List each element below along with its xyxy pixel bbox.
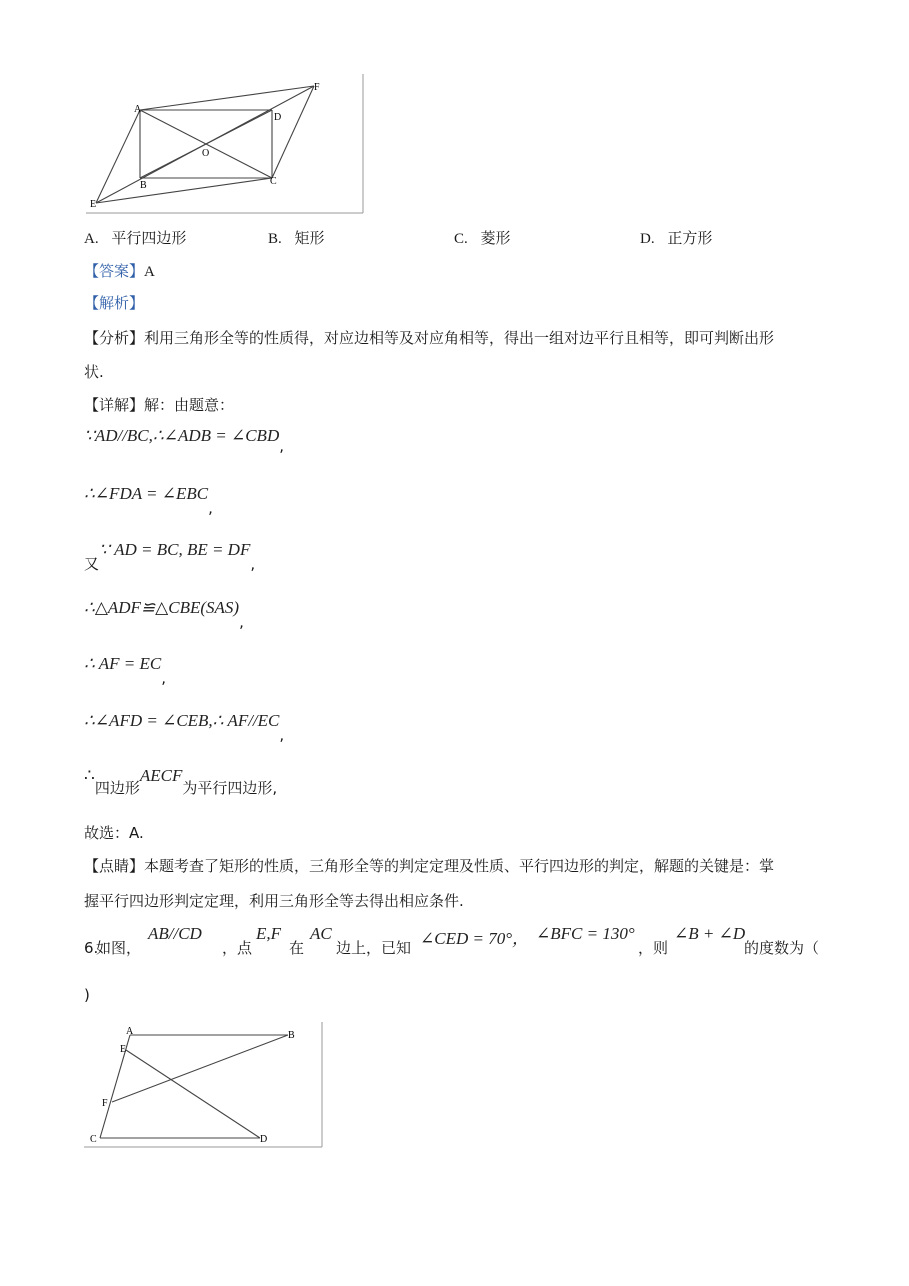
q6-math-angle-bfc: ∠BFC = 130° (536, 924, 635, 943)
step-1 (84, 426, 284, 455)
option-d (640, 228, 712, 249)
detail-intro: 【详解】解：由题意： (84, 396, 235, 414)
q6-text-2: ，点 (222, 939, 253, 957)
figure-2-parallel-lines-diagram (82, 1020, 326, 1152)
comment-line-1 (84, 856, 774, 876)
q6-text-4: 边上，已知 (336, 939, 412, 957)
point-label-o: O (202, 148, 210, 159)
step-suffix: , (250, 555, 256, 573)
step-5 (84, 654, 167, 687)
conclusion-text-1: 四边形 (94, 779, 140, 797)
answer-value: A (144, 264, 155, 280)
figure-1-parallelogram-diagram (84, 70, 366, 216)
option-a (84, 228, 186, 249)
step-suffix: , (239, 613, 244, 631)
q6-text-3: 在 (289, 939, 305, 957)
option-letter: D. (640, 231, 655, 247)
step-6 (84, 711, 285, 744)
point-label-b: B (288, 1030, 295, 1041)
option-b (268, 228, 325, 249)
q6-text-6: 的度数为（ (744, 939, 820, 957)
point-label-a: A (134, 104, 142, 115)
answer-tag: 【答案】 (84, 262, 145, 280)
point-label-e: E (90, 199, 97, 210)
q6-number: 6. (84, 939, 99, 957)
step-math: ∴△ADF≌△CBE(SAS) (84, 598, 240, 617)
q6-math-angle-ced: ∠CED = 70°， (420, 929, 530, 948)
step-math: ∴∠FDA = ∠EBC (84, 484, 209, 503)
conclusion-math: AECF (139, 766, 183, 785)
analysis-line-2: 状. (84, 363, 104, 381)
step-2 (84, 484, 213, 517)
option-c (454, 228, 511, 249)
option-text: 正方形 (667, 229, 713, 247)
step-math: ∴ AF = EC (84, 654, 162, 673)
option-text: 矩形 (294, 229, 325, 247)
step-4 (84, 598, 244, 631)
step-math: ∴∠AFD = ∠CEB,∴ AF//EC (84, 711, 280, 730)
q6-text-5: ，则 (638, 939, 669, 957)
option-text: 平行四边形 (111, 229, 187, 247)
point-label-b: B (140, 180, 147, 191)
analysis-line-1: 【分析】利用三角形全等的性质得，对应边相等及对应角相等，得出一组对边平行且相等，即可判断出形 (84, 329, 775, 347)
q6-math-angle-sum: ∠B + ∠D (674, 924, 746, 943)
point-label-c: C (90, 1134, 97, 1145)
analysis-tag: 【解析】 (84, 294, 145, 312)
option-letter: B. (268, 231, 282, 247)
q6-close-paren: ) (84, 986, 90, 1004)
point-label-a: A (126, 1026, 134, 1037)
option-letter: C. (454, 231, 468, 247)
step-prefix: 又 (84, 555, 100, 573)
option-text: 菱形 (480, 229, 511, 247)
step-suffix: , (161, 669, 167, 687)
q6-text-1: 如图， (96, 939, 142, 957)
step-math: ∵ AD = BC, BE = DF (99, 540, 251, 559)
comment-line-2: 握平行四边形判定定理，利用三角形全等去得出相应条件. (84, 892, 464, 910)
conclusion-text-2: 为平行四边形, (182, 779, 278, 797)
point-label-f: F (102, 1098, 108, 1109)
point-label-d: D (274, 112, 282, 123)
answer-line (84, 261, 155, 282)
q6-math-ac: AC (310, 924, 332, 943)
conclusion-line (84, 766, 278, 797)
choose-line: 故选：A. (84, 824, 144, 842)
step-math: ∵AD//BC,∴∠ADB = ∠CBD (84, 426, 280, 445)
therefore-symbol: ∴ (84, 766, 95, 785)
point-label-c: C (270, 176, 277, 187)
q6-math-ab-cd: AB//CD (148, 924, 202, 943)
step-suffix: , (279, 437, 284, 455)
step-suffix: , (208, 499, 213, 517)
q6-math-ef: E,F (256, 924, 282, 943)
step-suffix: , (279, 726, 285, 744)
option-letter: A. (84, 231, 99, 247)
point-label-d: D (260, 1134, 268, 1145)
point-label-e: E (120, 1044, 127, 1055)
step-3 (84, 540, 256, 573)
comment-text-1: 【点睛】本题考查了矩形的性质，三角形全等的判定定理及性质、平行四边形的判定，解题的关键是：掌 (84, 857, 775, 875)
point-label-f: F (314, 82, 320, 93)
